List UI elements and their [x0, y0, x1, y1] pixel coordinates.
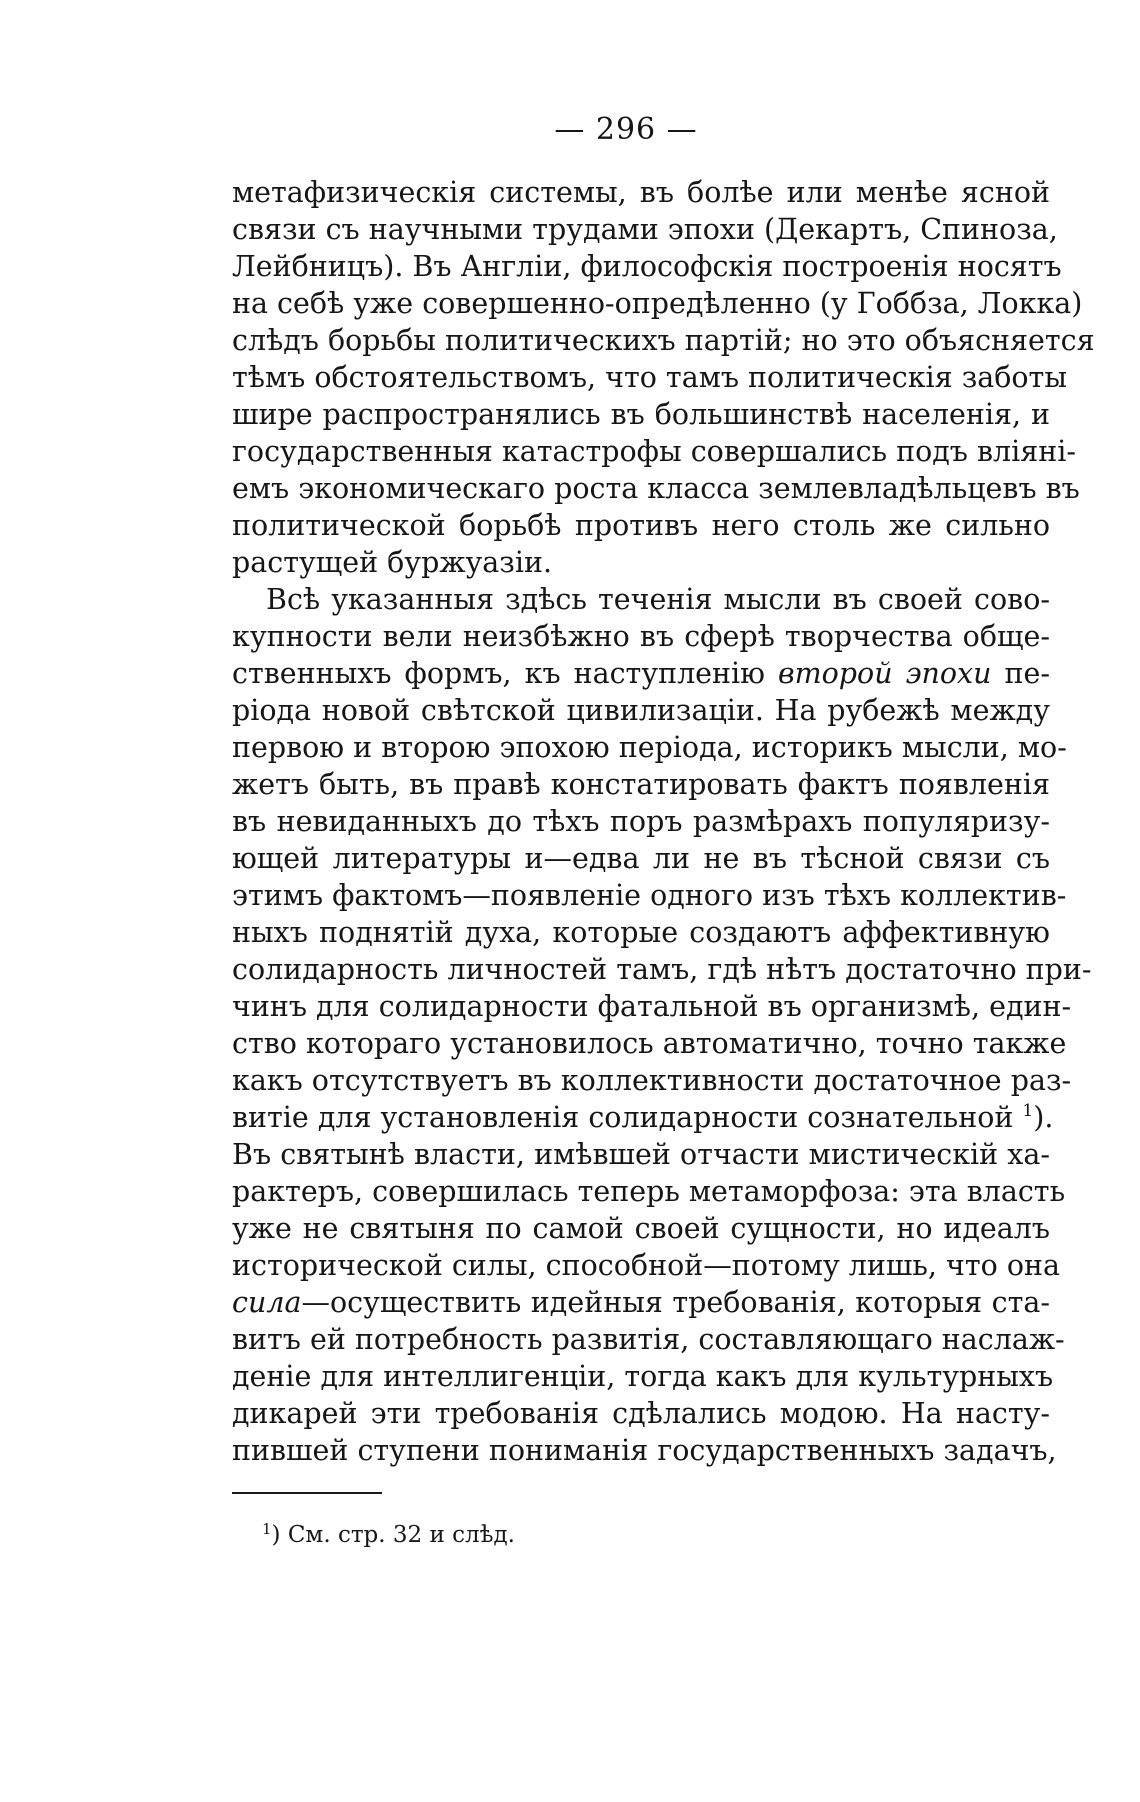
text-line-with-emphasis [232, 655, 1050, 692]
text-line: рактеръ, совершилась теперь метаморфоза: эта власть [232, 1175, 1066, 1208]
text-line: ющей литературы и—едва ли не въ тѣсной связи съ [232, 842, 1050, 875]
footnote-divider [232, 1492, 382, 1494]
text-line: емъ экономическаго роста класса землевладѣльцевъ въ [232, 472, 1080, 505]
text-line: уже не святыня по самой своей сущности, но идеалъ [232, 1212, 1050, 1245]
paragraph-start-line: Всѣ указанныя здѣсь теченія мысли въ своей сово- [266, 583, 1050, 616]
emphasis-text: сила [232, 1286, 302, 1319]
text-line-with-footnote-ref [232, 1099, 1054, 1136]
text-line: метафизическія системы, въ болѣе или менѣе ясной [232, 176, 1050, 209]
text-line: пившей ступени пониманія государственныхъ задачъ, [232, 1434, 1057, 1467]
text-line: на себѣ уже совершенно-опредѣленно (у Гоббза, Локка) [232, 287, 1083, 320]
text-line: слѣдъ борьбы политическихъ партій; но это объясняется [232, 324, 1095, 357]
text-fragment: ). [1033, 1101, 1054, 1134]
text-line: купности вели неизбѣжно въ сферѣ творчества обще- [232, 620, 1050, 653]
emphasis-text: второй эпохи [778, 657, 992, 690]
text-line: ныхъ поднятій духа, которые создаютъ аффективную [232, 916, 1050, 949]
text-line: тѣмъ обстоятельствомъ, что тамъ политическія заботы [232, 361, 1068, 394]
text-fragment: ственныхъ формъ, къ наступленію [232, 657, 765, 690]
text-fragment: витіе для установленія солидарности сознательной [232, 1101, 1014, 1134]
text-line: этимъ фактомъ—появленіе одного изъ тѣхъ коллектив- [232, 879, 1067, 912]
footnote-marker: 1 [262, 1520, 272, 1538]
text-line: государственныя катастрофы совершались подъ вліяні- [232, 435, 1076, 468]
text-line: исторической силы, способной—потому лишь, что она [232, 1249, 1061, 1282]
text-fragment: пе- [1004, 657, 1051, 690]
text-line: первою и второю эпохою періода, историкъ мысли, мо- [232, 731, 1067, 764]
text-line: какъ отсутствуетъ въ коллективности достаточное раз- [232, 1064, 1072, 1097]
text-fragment: —осуществить идейныя требованія, которыя ста- [301, 1286, 1050, 1319]
text-line: политической борьбѣ противъ него столь же сильно [232, 509, 1050, 542]
text-line: растущей буржуазіи. [232, 546, 553, 579]
text-line: ство котораго установилось автоматично, точно также [232, 1027, 1067, 1060]
text-line: Въ святынѣ власти, имѣвшей отчасти мистическій ха- [232, 1138, 1050, 1171]
text-line: связи съ научными трудами эпохи (Декартъ, Спиноза, [232, 213, 1058, 246]
page-number: — 296 — [554, 112, 698, 147]
text-line: шире распространялись въ большинствѣ населенія, и [232, 398, 1050, 431]
text-line: Лейбницъ). Въ Англіи, философскія построенія носятъ [232, 250, 1062, 283]
text-line: витъ ей потребность развитія, составляющаго наслаж- [232, 1323, 1065, 1356]
text-line: жетъ быть, въ правѣ констатировать фактъ появленія [232, 768, 1050, 801]
text-line: въ невиданныхъ до тѣхъ поръ размѣрахъ популяризу- [232, 805, 1050, 838]
text-line: ріода новой свѣтской цивилизаціи. На рубежѣ между [232, 694, 1050, 727]
text-line: деніе для интеллигенціи, тогда какъ для культурныхъ [232, 1360, 1054, 1393]
text-line: дикарей эти требованія сдѣлались модою. На насту- [232, 1397, 1050, 1430]
text-line: солидарность личностей тамъ, гдѣ нѣтъ достаточно при- [232, 953, 1092, 986]
text-line-with-emphasis [232, 1284, 1050, 1321]
main-text [232, 174, 1095, 1469]
footnote [262, 1520, 515, 1550]
text-line: чинъ для солидарности фатальной въ организмѣ, един- [232, 990, 1072, 1023]
footnote-text: ) См. стр. 32 и слѣд. [271, 1522, 515, 1548]
footnote-reference: 1 [1022, 1101, 1034, 1121]
